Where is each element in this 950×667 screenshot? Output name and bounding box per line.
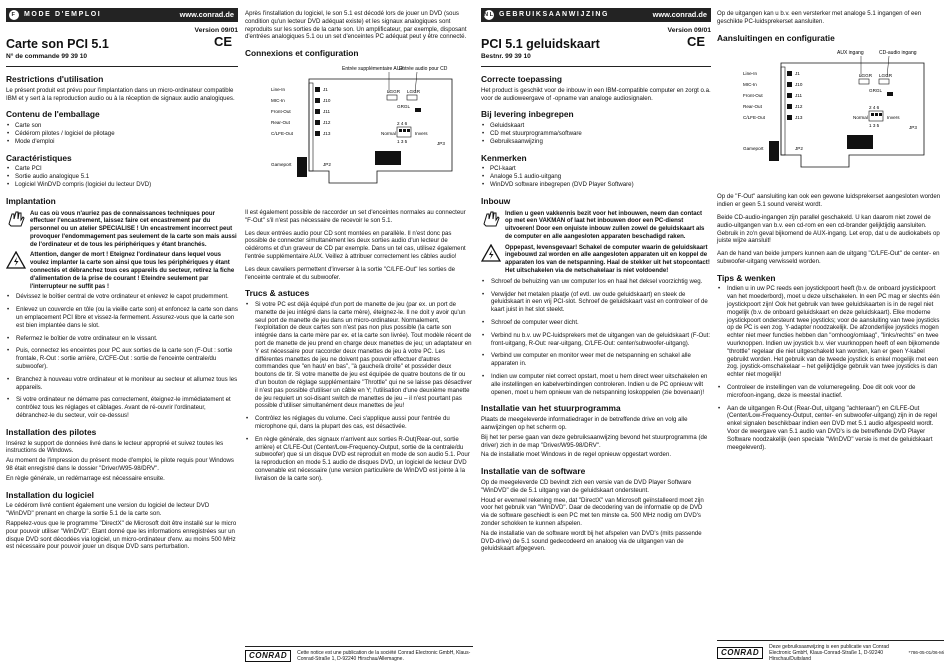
list-item: • Schroef de computer weer dicht.	[481, 319, 711, 327]
hand-warning-icon	[6, 210, 26, 228]
fr-s6-text1: Le cédérom livré contient également une version du logiciel de lecteur DVD "WinDVD" prenant en charge la sortie 5.1 de la carte son.	[6, 502, 210, 518]
diagram-label: Rear-Out	[271, 119, 290, 125]
nl-col4-intro: Op de uitgangen kan u b.v. een versterker met analoge 5.1 ingangen of een geschikte PC-luidsprekerset aansluiten.	[717, 10, 922, 25]
fr-version: Version 09/01	[194, 27, 238, 34]
lang-badge-fr: F	[9, 10, 19, 20]
nl-s1-text: Het product is geschikt voor de inbouw in een IBM-compatible computer en zorgt o.a. voor de audioweergave of -opname van analoge audiosignalen.	[481, 86, 711, 102]
fr-product-title: Carte son PCI 5.1	[6, 36, 109, 51]
diagram-pins: 2 4 6	[397, 120, 408, 126]
nl-conn-text3: Aan de hand van beide jumpers kunnen aan de uitgang "C/LFE-Out" de center- en subwoofer-uitgang verwisseld worden.	[717, 250, 940, 265]
fr-warning-2-text: Attention, danger de mort ! Eteignez l'ordinateur dans lequel vous voulez implanter la carte son ainsi que tous les périphériques y étant connectés et débranchez tous ces appareils du secteur, retirez la fiche d'alimentation de la prise de courant ! Eteindre seulement par l'interrupteur ne suffit pas !	[30, 251, 235, 290]
fr-s4-title: Implantation	[6, 195, 56, 206]
list-item: • Refermez le boîtier de votre ordinateur en le vissant.	[6, 335, 238, 343]
nl-s6-text3: Na de installatie van de software wordt bij het afspelen van DVD's (mits passende DVD-drive) de 5.1 sound gedecodeerd en analoog via de uitgangen van de geluidskaart afgegeven.	[481, 529, 702, 553]
nl-version: Version 09/01	[667, 27, 711, 34]
fr-footer	[245, 646, 473, 662]
nl-conn-text1: Op de "F-Out" aansluiting kan ook een gewone luidsprekerset aangesloten worden indien er geen 5.1 sound vereist wordt.	[717, 193, 941, 209]
fr-col2-intro: Après l'installation du logiciel, le son 5.1 est décodé lors de jouer un DVD (sous condition qu'un lecteur DVD adéquat existe) et les signaux analogiques sont reproduits sur les sorties de la carte son. Un amplificateur, par exemple, disposant d'entrées analogiques 5.1 ou un set d'enceintes PC adéquat peut y être connecté.	[245, 10, 467, 41]
diagram-swap: Invers	[415, 130, 428, 136]
fr-s5-title: Installation des pilotes	[6, 426, 97, 437]
fr-steps	[6, 293, 238, 419]
diagram-jack: J1	[795, 71, 800, 77]
fr-footer-text: Cette notice est une publication de la société Conrad Electronic GmbH, Klaus-Conrad-Straße 1, D-92240 Hirschau/Allemagne.	[297, 650, 471, 662]
list-item: • Contrôlez les réglages du volume. Ceci s'applique aussi pour l'entrée du microphone qui, dans la plupart des cas, est désactivée.	[245, 415, 473, 431]
list-item: • Aan de uitgangen R-Out (Rear-Out, uitgang "achteraan") en C/LFE-Out (Center/Low-Frequency-Output, center- en subwoofer-uitgang) zijn in de regel enkel signalen beschikbaar indien een DVD met 5.1 audio afgespeeld wordt. Voor de weergave van 5.1 audio van DVD's is de betreffende DVD Player Software noodzakelijk (een speciale "WinDVD" versie is met de geluidskaart meegeleverd).	[717, 405, 944, 452]
list-item: • Si votre ordinateur ne démarre pas correctement, éteignez-le immédiatement et contrôlez tous les réglages et câblages. Avant de ré-ouvrir l'ordinateur, débranchez-le du secteur, voir ce-dessus!	[6, 396, 238, 419]
nl-s5-title: Installatie van het stuurprogramma	[481, 403, 621, 414]
nl-s3-list	[481, 165, 711, 188]
diagram-groove: GRGL	[869, 88, 883, 94]
nl-s5-text2: Bij het ter perse gaan van deze gebruiksaanwijzing bevond het stuurprogramma (de driver) zich in de map "Driver/W95-98/DRV".	[481, 433, 708, 449]
diagram-label: Line-In	[271, 86, 286, 92]
list-item: • Mode d'emploi	[6, 138, 238, 146]
fr-warning-1	[6, 210, 238, 249]
fr-tips-title: Trucs & astuces	[245, 288, 310, 299]
fr-warning-2	[6, 251, 238, 290]
diagram-label: MIC-In	[743, 82, 757, 88]
list-item: • Schroef de behuizing van uw computer los en haal het deksel voorzichtig weg.	[481, 278, 711, 286]
list-item: • Branchez à nouveau votre ordinateur et le moniteur au secteur et allumez tous les appareils.	[6, 376, 238, 392]
nl-warning-2	[481, 244, 711, 275]
list-item: • Dévissez le boîtier central de votre ordinateur et enlevez le capot prudemment.	[6, 293, 238, 301]
nl-s6-text1: Op de meegeleverde CD bevindt zich een versie van de DVD Player Software "WinDVD" die de 5.1 uitgang van de geluidskaart ondersteunt.	[481, 478, 692, 494]
diagram-label: Gameport	[743, 146, 764, 152]
nl-s2-list	[481, 122, 711, 145]
high-voltage-warning-icon	[6, 251, 26, 269]
fr-s5-text3: En règle générale, un redémarrage est nécessaire ensuite.	[6, 474, 165, 482]
diagram-jack: J11	[795, 93, 803, 99]
diagram-pins: 2 4 6	[869, 105, 880, 111]
diagram-jack: J13	[323, 130, 331, 136]
diagram-jack: J11	[323, 108, 331, 114]
fr-column-2	[245, 10, 473, 667]
nl-conn-title: Aansluitingen en configuratie	[717, 32, 835, 43]
fr-header-title: MODE D'EMPLOI	[24, 10, 102, 18]
fr-conn-text2: Les deux entrées audio pour CD sont montées en parallèle. Il n'est donc pas possible de connecter simultanément les deux sorties audio d'un lecteur de cédéroms et d'un graveur de CD par exemple. Dans un tel cas, utilisez également l'entrée supplémentaire AUX. Veillez à attribuer correctement les câbles audio!	[245, 229, 466, 260]
fr-header-bar	[6, 8, 238, 22]
diagram-jack: J10	[323, 97, 331, 103]
nl-footer-code: *786-05-01/06-Mi	[908, 650, 944, 656]
list-item: • PCI-kaart	[481, 165, 711, 173]
diagram-jack: JP2	[323, 161, 331, 167]
diagram-normal: Normal	[853, 115, 868, 121]
high-voltage-warning-icon	[481, 244, 501, 262]
list-item: • Indien u in uw PC reeds een joystickpoort heeft (b.v. de onboard joystickpoort van het moederbord), moet u deze uitschakelen. In een PC mag er slechts één joystickpoort zijn! Ook het gebruik van twee geluidskaarten is in de regel niet mogelijk (b.v. de onboard geluidskaart en deze geluidskaart). Elke moderne joystickpoort ondersteunt twee joysticks; voor de aansluiting van twee joysticks op de PC is een zog. Y-adapter noodzakelijk. De afzonderlijke joysticks mogen echter niet meer functies hebben dan "omhoog/omlaag", "links/rechts" en twee vuurknoppen. Indien uw joystick b.v. vier vuurknoppen heeft of een bijkomende "throttle" regelaar die niet uitgeschakeld kan worden, kan er geen Y-kabel gebruikt worden. Het gebruik van de tweede joystick is enkel mogelijk met een zog. joystick-omschakelaar – het gelijktijdige gebruik van twee joysticks is dan echter niet mogelijk!	[717, 285, 944, 379]
hand-warning-icon	[481, 210, 501, 228]
nl-s3-title: Kenmerken	[481, 152, 527, 163]
fr-header-url[interactable]: www.conrad.de	[179, 10, 234, 20]
diagram-label: Front-Out	[743, 93, 763, 99]
list-item: • Verwijder het metalen plaatje (of evtl. uw oude geluidskaart) en steek de geluidskaart in een vrij PCI-slot. Schroef de geluidskaart vast en controleer of de kaart juist in het slot steekt.	[481, 291, 711, 314]
nl-warning-1	[481, 210, 711, 241]
list-item: • Logiciel WinDVD compris (logiciel du lecteur DVD)	[6, 181, 238, 189]
diagram-label: Gameport	[271, 161, 292, 167]
list-item: • Si votre PC est déjà équipé d'un port de manette de jeu (par ex. un port de manette de jeu intégré dans la carte mère), éteignez-le. Il ne doit y avoir qu'un seul port de manette de jeu dans un micro-ordinateur. Normalement, l'exploitation de deux cartes son n'est pas non plus possible (la carte son intégrée dans la carte mère par ex. et la carte son livrée). Tout modèle récent de port de manette de jeu prend en charge deux manettes de jeu; un adaptateur en Y est nécessaire pour raccorder deux manettes de jeu à votre PC. Les différentes manettes de jeu ne doivent pas pouvoir effectuer d'autres commandes que "en haut/ en bas", "à gauche/à droite" et posséder deux boutons de tir. Si votre manette de jeu est équipée de quatre boutons de tir ou d'un bouton de réglage supplémentaire "Throttle" qui ne se laisse pas désactiver il n'est pas possible d'utiliser un câble en Y; l'utilisation d'une deuxième manette de jeu requiert un soi-disant switch de manettes de jeu – il n'est pourtant pas possible d'utiliser simultanément deux manettes de jeu!	[245, 301, 473, 410]
diagram-jack: J12	[795, 104, 803, 110]
diagram-label: C/LFE-Out	[271, 130, 293, 136]
nl-column-1	[481, 0, 711, 555]
nl-warning-1-text: Indien u geen vakkennis bezit voor het inbouwen, neem dan contact op met een VAKMAN of laat het inbouwen door een PC-dienst uitvoeren! Door een onjuiste inbouw zullen zowel de geluidskaart als de computer en alle aangesloten apparaten beschadigd raken.	[505, 209, 705, 240]
diagram-jp3: JP3	[437, 140, 445, 146]
diagram-pins2: 1 3 5	[397, 138, 408, 144]
fr-tips	[245, 301, 473, 483]
fr-warning-1-text: Au cas où vous n'auriez pas de connaissances techniques pour effectuer l'encastrement, laissez faire cet encastrement par du personnel ou un atelier SPECIALISE ! Un encastrement incorrect peut provoquer l'endommagement pas seulement de la carte son mais aussi de l'ordinateur et de tous les périphériques y étant branchés.	[30, 209, 237, 248]
nl-steps	[481, 278, 711, 397]
fr-s5-text2: Au moment de l'impression du présent mode d'emploi, le pilote requis pour Windows 98 était enregistré dans le dossier "Driver/W95-98/DRV".	[6, 457, 234, 472]
diagram-label: C/LFE-Out	[743, 115, 765, 121]
nl-header-url[interactable]: www.conrad.de	[652, 10, 707, 20]
nl-column-2	[717, 10, 944, 667]
list-item: • CD met stuurprogramma/software	[481, 130, 711, 138]
diagram-aux-label: AUX ingang	[837, 50, 864, 57]
list-item: • Sortie audio analogique 5.1	[6, 173, 238, 181]
diagram-cd-label: CD-audio ingang	[879, 50, 917, 57]
fr-s1-text: Le présent produit est prévu pour l'implantation dans un micro-ordinateur compatible IBM et y sert à la reproduction audio ou à la réception de signaux audio analogiques.	[6, 86, 235, 102]
nl-s5-text3: Na de installatie moet Windows in de regel opnieuw opgestart worden.	[481, 451, 672, 459]
nl-tips	[717, 285, 944, 451]
fr-s6-text2: Rappelez-vous que le programme "DirectX" de Microsoft doit être installé sur le micro pour pouvoir utiliser "WinDVD". Etant donné que les informations enregistrées sur un disque DVD sont décodées via logiciel, un micro-ordinateur d'env. au moins 500 MHz est nécessaire pour pouvoir jouer un disque DVD sans perturbation.	[6, 519, 237, 551]
conrad-logo: CONRAD	[717, 647, 763, 659]
diagram-label: Line-In	[743, 71, 758, 77]
conrad-logo: CONRAD	[245, 650, 291, 662]
list-item: • Puis, connectez les enceintes pour PC aux sorties de la carte son (F-Out : sortie frontale, R-Out : sortie arrière, C/CFE-Out : sortie de l'enceinte centrale/du subwoofer).	[6, 347, 238, 370]
diagram-cd-label: Entrée audio pour CD	[399, 65, 448, 72]
list-item: • Gebruiksaanwijzing	[481, 138, 711, 146]
diagram-normal: Normal	[381, 130, 396, 136]
fr-s2-title: Contenu de l'emballage	[6, 109, 100, 120]
diagram-groove: GRGL	[397, 103, 411, 109]
ce-mark-icon: CE	[213, 33, 232, 49]
nl-header-bar	[481, 8, 711, 22]
fr-s2-list	[6, 122, 238, 145]
diagram-hdr: LGGR	[879, 73, 893, 79]
nl-s5-text1: Plaats de meegeleverde informatiedrager in de betreffende drive en volg alle aanwijzingen op het scherm op.	[481, 416, 688, 431]
list-item: • Verbind nu b.v. uw PC-luidsprekers met de uitgangen van de geluidskaart (F-Out: front-uitgang, R-Out: rear-uitgang, C/LFE-Out: center/subwoofer-uitgang).	[481, 332, 711, 348]
diagram-pins2: 1 3 5	[869, 123, 880, 129]
list-item: • Cédérom pilotes / logiciel de pilotage	[6, 130, 238, 138]
diagram-jack: J13	[795, 115, 803, 121]
diagram-label: Rear-Out	[743, 104, 762, 110]
fr-conn-title: Connexions et configuration	[245, 48, 359, 59]
lang-badge-nl: NL	[484, 12, 495, 18]
list-item: • WinDVD software inbegrepen (DVD Player Software)	[481, 181, 711, 189]
diagram-jack: J1	[323, 86, 328, 92]
list-item: • Analoge 5.1 audio-uitgang	[481, 173, 711, 181]
diagram-jack: J10	[795, 82, 803, 88]
fr-order-number: N° de commande 99 39 10	[6, 52, 88, 60]
list-item: • Indien uw computer niet correct opstart, moet u hem direct weer uitschakelen en alle instellingen en kabelverbindingen controleren. Indien u de PC opnieuw wilt openen, moet u hem opnieuw van de netspanning loskoppelen (zie bovenaan)!	[481, 373, 711, 396]
list-item: • Geluidskaart	[481, 122, 711, 130]
ce-mark-icon: CE	[686, 33, 705, 49]
list-item: • Enlevez un couvercle en tôle (ou la vieille carte son) et enfoncez la carte son dans un emplacement PCI libre et vissez-la fermement. Assurez-vous que la carte son est bien implantée dans le slot.	[6, 306, 238, 329]
nl-header-title: GEBRUIKSAANWIJZING	[499, 10, 610, 18]
fr-s3-list	[6, 165, 238, 188]
list-item: • Carte son	[6, 122, 238, 130]
diagram-hdr: LGGR	[859, 73, 873, 79]
list-item: • Controleer de instellingen van de volumeregeling. Doe dit ook voor de microfoon-ingang, deze is meestal inactief.	[717, 384, 944, 400]
fr-s5-text1: Insérez le support de données livré dans le lecteur approprié et suivez toutes les instructions de Windows.	[6, 439, 224, 455]
diagram-hdr: LGGR	[407, 88, 421, 94]
list-item: • En règle générale, des signaux n'arrivent aux sorties R-Out(Rear-out, sortie arrière) et C/LFE-Out (Center/Low-Frequency-Output, sortie de la centrale/du subwoofer) que si un disque DVD est reproduit en mode de son audio 5.1. Pour la reproduction en mode 5.1 audio de disques DVD, un logiciel de lecteur DVD convenable est nécessaire (une version particulière de WinDVD est jointe à la livraison de la carte son).	[245, 436, 473, 483]
fr-column-1	[6, 0, 238, 553]
nl-s4-title: Inbouw	[481, 195, 511, 206]
nl-s6-text2: Houd er evenwel rekening mee, dat "DirectX" van Microsoft geïnstalleerd moet zijn voor het gebruik van "WinDVD". Daar de decodering van de informatie op de DVD via de software geschiedt is een PC met ten minste ca. 500 MHz nodig om DVD's zonder schokken te kunnen afspelen.	[481, 496, 704, 527]
fr-s3-title: Caractéristiques	[6, 152, 72, 163]
diagram-aux-label: Entrée supplémentaire AUX	[342, 65, 404, 72]
diagram-jack: J12	[323, 119, 331, 125]
list-item: • Verbind uw computer en monitor weer met de netspanning en schakel alle apparaten in.	[481, 352, 711, 368]
nl-s6-title: Installatie van de software	[481, 466, 586, 477]
nl-order-number: Bestnr. 99 39 10	[481, 52, 531, 60]
nl-connection-diagram	[739, 47, 929, 187]
nl-conn-text2: Beide CD-audio-ingangen zijn parallel geschakeld. U kan daarom niet zowel de audio-uitgangen van b.v. een cd-rom en een cd-brander gelijktijdig aansluiten. Gebruik in zo'n geval bijkomend de AUX-ingang. Let erop, dat u de audiokabels op juiste wijze aansluit!	[717, 213, 940, 245]
diagram-hdr: LGGR	[387, 88, 401, 94]
nl-s2-title: Bij levering inbegrepen	[481, 109, 574, 120]
nl-product-title: PCI 5.1 geluidskaart	[481, 36, 600, 51]
nl-s1-title: Correcte toepassing	[481, 74, 562, 85]
diagram-label: MIC-In	[271, 97, 285, 103]
fr-s1-title: Restrictions d'utilisation	[6, 74, 104, 85]
nl-tips-title: Tips & wenken	[717, 272, 776, 283]
diagram-label: Front-Out	[271, 108, 291, 114]
diagram-swap: Invers	[887, 115, 900, 121]
fr-s6-title: Installation du logiciel	[6, 489, 94, 500]
list-item: • Carte PCI	[6, 165, 238, 173]
nl-footer	[717, 640, 944, 662]
diagram-jack: JP2	[795, 146, 803, 152]
nl-footer-text: Deze gebruiksaanwijzing is een publicatie van Conrad Electronic GmbH, Klaus-Conrad-Straße 1, D-92240 Hirschau/Duitsland	[769, 644, 889, 662]
diagram-jp3: JP3	[909, 125, 917, 131]
nl-warning-2-text: Oppepast, levensgevaar! Schakel de computer waarin de geluidskaart ingebouwd zal worden en alle aangesloten apparaten uit en koppel de apparaten los van de netspanning. Haal de stekker uit het stopcontact! Het uitschakelen via de netschakelaar is niet voldoende!	[505, 243, 710, 275]
fr-connection-diagram	[267, 63, 457, 203]
fr-conn-text3: Les deux cavaliers permettent d'inverser à la sortie "C/LFE-Out" les sorties de l'enceinte centrale et du subwoofer.	[245, 265, 456, 281]
fr-conn-text1: Il est également possible de raccorder un set d'enceintes normales au connecteur "F-Out" s'il n'est pas nécessaire de recevoir le son 5.1.	[245, 208, 466, 224]
